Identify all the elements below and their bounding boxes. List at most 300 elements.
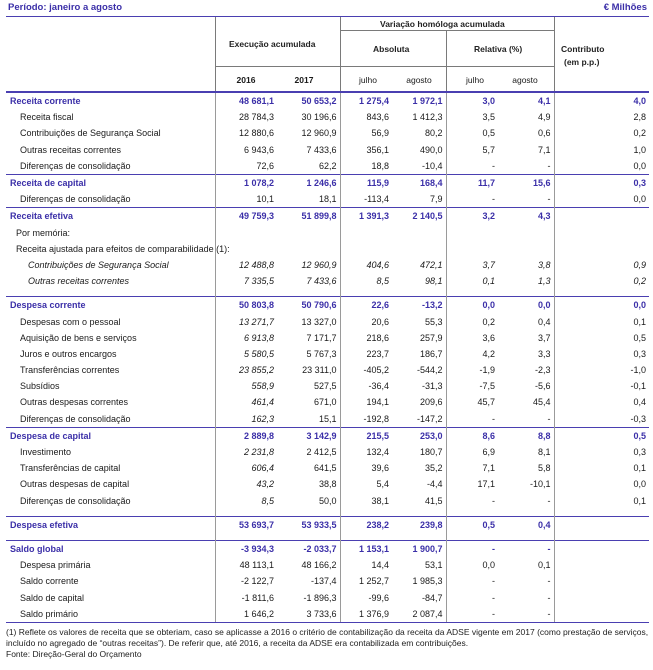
abs-august: 2 140,5 (392, 208, 446, 225)
rel-july: 3,2 (446, 208, 498, 225)
value-2017: 7 171,7 (306, 332, 337, 343)
value-2017: 641,5 (313, 463, 337, 474)
abs-july: -36,4 (340, 378, 392, 394)
value-2017 (277, 241, 340, 257)
value-2017: 671,0 (313, 397, 337, 408)
contribution (554, 225, 649, 241)
table-row (6, 93, 649, 110)
table-row (6, 589, 649, 605)
rel-august: -5,6 (534, 381, 551, 392)
value-2017: 3 142,9 (277, 427, 340, 444)
col-divider (446, 30, 447, 91)
contribution: 0,1 (554, 493, 649, 509)
value-2017: 527,5 (313, 381, 337, 392)
abs-july: 8,5 (340, 273, 392, 289)
row-label: Outras despesas de capital (20, 479, 130, 490)
row-label: Saldo global (6, 540, 215, 557)
abs-august (392, 225, 446, 241)
rel-july: 3,6 (446, 330, 498, 346)
rel-july: 0,0 (446, 557, 498, 573)
rel-august (498, 225, 554, 241)
col-divider (215, 17, 216, 91)
value-2016: 8,5 (215, 493, 277, 509)
table-row (6, 516, 649, 533)
contribution: 0,3 (554, 174, 649, 191)
row-label: Despesa efetiva (6, 516, 215, 533)
abs-july: 215,5 (340, 427, 392, 444)
value-2017: 50,0 (318, 495, 337, 506)
rel-august: - (547, 592, 551, 603)
table-row (6, 109, 649, 125)
contribution: 0,2 (554, 273, 649, 289)
abs-july: -192,8 (340, 411, 392, 428)
year-2017-header: 2017 (294, 75, 314, 85)
value-2016: 1 078,2 (215, 174, 277, 191)
contribution: 0,0 (554, 476, 649, 492)
row-label: Subsídios (20, 381, 60, 392)
value-2016: 12 880,6 (215, 125, 277, 141)
rel-august: 15,6 (498, 174, 554, 191)
abs-july: 20,6 (340, 313, 392, 329)
value-2017: 1 246,6 (277, 174, 340, 191)
abs-august: 55,3 (424, 316, 443, 327)
abs-august: 490,0 (419, 144, 443, 155)
rel-august: 0,4 (498, 516, 554, 533)
abs-august: 98,1 (424, 276, 443, 287)
table-row (6, 476, 649, 492)
rel-july: 3,7 (446, 257, 498, 273)
table-row (6, 225, 649, 241)
abs-july: 39,6 (340, 460, 392, 476)
contribution: 1,0 (554, 142, 649, 158)
period-label: Período: janeiro a agosto (8, 2, 123, 13)
rel-august: 3,3 (537, 348, 551, 359)
contribution: 0,0 (554, 297, 649, 314)
value-2017: 62,2 (318, 160, 337, 171)
rel-august: 8,8 (498, 427, 554, 444)
table-row (6, 313, 649, 329)
contribution: 0,0 (554, 191, 649, 208)
abs-august: 80,2 (424, 128, 443, 139)
abs-july: 18,8 (340, 158, 392, 175)
abs-august (392, 241, 446, 257)
value-2016: 28 784,3 (215, 109, 277, 125)
row-label: Receita de capital (6, 174, 215, 191)
header-rule (340, 66, 554, 67)
col-divider (554, 17, 555, 91)
row-label: Transferências correntes (20, 365, 120, 376)
rel-august: 4,1 (498, 93, 554, 110)
row-label: Despesa corrente (6, 297, 215, 314)
contribution: -1,0 (554, 362, 649, 378)
row-label: Outras despesas correntes (20, 397, 129, 408)
contribution (554, 516, 649, 533)
rel-august: 8,1 (537, 447, 551, 458)
row-label: Investimento (20, 447, 72, 458)
header-rule (340, 30, 554, 31)
abs-august: 257,9 (419, 332, 443, 343)
source-note: Fonte: Direção-Geral do Orçamento (6, 648, 142, 659)
value-2016: 49 759,3 (215, 208, 277, 225)
rel-august: 45,4 (532, 397, 551, 408)
value-2017: 7 433,6 (306, 144, 337, 155)
value-2017: 50 790,6 (277, 297, 340, 314)
value-2016: 461,4 (215, 394, 277, 410)
abs-august: 1 412,3 (412, 112, 443, 123)
rel-august: 1,3 (537, 276, 551, 287)
table-row (6, 208, 649, 225)
value-2016: 50 803,8 (215, 297, 277, 314)
contribution: 0,1 (554, 460, 649, 476)
budget-table-document (6, 2, 649, 660)
abs-august: 53,1 (424, 560, 443, 571)
abs-july: 1 252,7 (340, 573, 392, 589)
rel-july: 0,5 (446, 125, 498, 141)
value-2017: 53 933,5 (277, 516, 340, 533)
rel-july: - (446, 573, 498, 589)
rel-august-header: agosto (512, 75, 538, 85)
rel-july-header: julho (466, 75, 484, 85)
table-row (6, 362, 649, 378)
table-title-bar (6, 2, 649, 17)
table-row (6, 330, 649, 346)
row-label: Saldo de capital (20, 592, 85, 603)
table-row (6, 174, 649, 191)
abs-july: 223,7 (340, 346, 392, 362)
abs-august: 253,0 (392, 427, 446, 444)
rel-august: 0,6 (537, 128, 551, 139)
value-2016: 43,2 (215, 476, 277, 492)
abs-july: 404,6 (340, 257, 392, 273)
contribution: 0,2 (554, 125, 649, 141)
abs-july: 115,9 (340, 174, 392, 191)
contribution: 0,3 (554, 346, 649, 362)
abs-header: Absoluta (373, 44, 410, 54)
abs-july: 132,4 (340, 444, 392, 460)
abs-july: 1 275,4 (340, 93, 392, 110)
value-2017: 15,1 (318, 413, 337, 424)
abs-july: 1 391,3 (340, 208, 392, 225)
var-header: Variação homóloga acumulada (380, 19, 505, 29)
contribution: 0,3 (554, 444, 649, 460)
rel-july: 8,6 (446, 427, 498, 444)
abs-august: -84,7 (421, 592, 443, 603)
rel-august: 3,7 (537, 332, 551, 343)
contribution: 0,0 (554, 158, 649, 175)
row-label: Diferenças de consolidação (20, 194, 131, 205)
rel-august: - (498, 606, 554, 623)
table-row (6, 378, 649, 394)
table-row (6, 257, 649, 273)
rel-july: - (446, 158, 498, 175)
table-row (6, 142, 649, 158)
rel-header: Relativa (%) (474, 44, 523, 54)
row-label: Despesa de capital (6, 427, 215, 444)
row-label: Despesa primária (20, 560, 91, 571)
row-label: Transferências de capital (20, 463, 121, 474)
rel-july: - (446, 540, 498, 557)
rel-july: -7,5 (446, 378, 498, 394)
rel-august: 7,1 (537, 144, 551, 155)
contribution: -0,3 (554, 411, 649, 428)
abs-august: -31,3 (421, 381, 443, 392)
table-footer (6, 627, 649, 660)
rel-august: 0,0 (498, 297, 554, 314)
row-label: Juros e outros encargos (20, 348, 117, 359)
rel-july: - (446, 191, 498, 208)
col-divider (340, 17, 341, 91)
footnote: (1) Reflete os valores de receita que se obteriam, caso se aplicasse a 2016 o critério de contabilização da receita da ADSE vigente em 2017 (como prestação de serviços, incluído no agregado de “outras receitas”). De referir que, até 2016, a receita da ADSE era contabilizada em contribuições. (6, 626, 649, 648)
contribution: 0,4 (554, 394, 649, 410)
rel-august: 0,1 (537, 560, 551, 571)
table-row (6, 125, 649, 141)
abs-july: 38,1 (340, 493, 392, 509)
rel-july: 45,7 (446, 394, 498, 410)
table-row (6, 444, 649, 460)
abs-july: 218,6 (340, 330, 392, 346)
abs-august: 1 972,1 (392, 93, 446, 110)
budget-data-table (6, 92, 649, 623)
value-2017: -2 033,7 (277, 540, 340, 557)
abs-august: -544,2 (416, 365, 443, 376)
table-row (6, 540, 649, 557)
abs-august: 239,8 (392, 516, 446, 533)
abs-july: 843,6 (340, 109, 392, 125)
table-row (6, 493, 649, 509)
row-label: Receita corrente (6, 93, 215, 110)
rel-july: 5,7 (446, 142, 498, 158)
value-2016: 606,4 (215, 460, 277, 476)
abs-august: -4,4 (426, 479, 443, 490)
abs-august: 209,6 (419, 397, 443, 408)
row-label: Outras receitas correntes (20, 144, 122, 155)
value-2016: 12 488,8 (215, 257, 277, 273)
rel-july: 6,9 (446, 444, 498, 460)
table-row (6, 346, 649, 362)
rel-july: - (446, 493, 498, 509)
abs-july (340, 225, 392, 241)
rel-july: -1,9 (446, 362, 498, 378)
contribution: 4,0 (554, 93, 649, 110)
table-row (6, 273, 649, 289)
value-2016: -3 934,3 (215, 540, 277, 557)
rel-july: 17,1 (446, 476, 498, 492)
table-row (6, 411, 649, 428)
abs-july: 194,1 (340, 394, 392, 410)
abs-august-header: agosto (406, 75, 432, 85)
abs-july: -99,6 (340, 589, 392, 605)
value-2017: 30 196,6 (301, 112, 337, 123)
year-2016-header: 2016 (236, 75, 256, 85)
value-2016 (215, 225, 277, 241)
abs-july: -113,4 (340, 191, 392, 208)
row-spacer (6, 533, 649, 541)
value-2017: -137,4 (310, 576, 337, 587)
row-label: Receita efetiva (6, 208, 215, 225)
row-label: Por memória: (16, 227, 71, 238)
rel-july (446, 241, 498, 257)
abs-july: 5,4 (340, 476, 392, 492)
rel-july: - (446, 589, 498, 605)
contrib-sub-header: (em p.p.) (564, 57, 600, 67)
rel-july (446, 225, 498, 241)
row-label: Diferenças de consolidação (20, 160, 131, 171)
abs-july: 1 376,9 (340, 606, 392, 623)
rel-august: - (547, 576, 551, 587)
rel-august: 4,9 (537, 112, 551, 123)
abs-july: 56,9 (340, 125, 392, 141)
value-2017 (277, 225, 340, 241)
value-2017: 23 311,0 (302, 365, 337, 376)
row-label: Contribuições de Segurança Social (28, 259, 169, 270)
value-2016: 558,9 (215, 378, 277, 394)
value-2017: 51 899,8 (277, 208, 340, 225)
value-2016: 1 646,2 (215, 606, 277, 623)
value-2016: 23 855,2 (215, 362, 277, 378)
value-2017: 13 327,0 (301, 316, 337, 327)
row-spacer (6, 509, 649, 517)
rel-july: 3,5 (446, 109, 498, 125)
value-2016: 5 580,5 (215, 346, 277, 362)
value-2016: 13 271,7 (215, 313, 277, 329)
abs-august: 1 985,3 (412, 576, 443, 587)
value-2017: 5 767,3 (306, 348, 337, 359)
abs-july: 22,6 (340, 297, 392, 314)
contribution (554, 606, 649, 623)
row-label: Diferenças de consolidação (20, 495, 131, 506)
row-label: Aquisição de bens e serviços (20, 332, 137, 343)
abs-july: -405,2 (340, 362, 392, 378)
value-2017: 18,1 (318, 194, 337, 205)
table-row (6, 297, 649, 314)
value-2017: 7 433,6 (306, 276, 337, 287)
contribution: -0,1 (554, 378, 649, 394)
row-label: Saldo primário (6, 606, 215, 623)
abs-july-header: julho (359, 75, 377, 85)
value-2017: 12 960,9 (301, 128, 337, 139)
abs-august: 41,5 (424, 495, 443, 506)
value-2017: 3 733,6 (277, 606, 340, 623)
rel-august: 0,4 (537, 316, 551, 327)
table-row (6, 241, 649, 257)
table-row (6, 573, 649, 589)
row-label: Receita fiscal (20, 112, 74, 123)
rel-august: 3,8 (537, 259, 551, 270)
rel-july: 0,2 (446, 313, 498, 329)
rel-august: -2,3 (534, 365, 551, 376)
table-row (6, 606, 649, 623)
abs-august: 180,7 (419, 447, 443, 458)
value-2016: 162,3 (215, 411, 277, 428)
rel-july: - (446, 411, 498, 428)
contribution (554, 589, 649, 605)
contribution: 0,1 (554, 313, 649, 329)
row-label: Outras receitas correntes (28, 276, 130, 287)
table-row (6, 557, 649, 573)
contribution: 0,5 (554, 427, 649, 444)
rel-july: 0,1 (446, 273, 498, 289)
rel-july: 0,5 (446, 516, 498, 533)
contribution: 0,5 (554, 330, 649, 346)
rel-august: 4,3 (498, 208, 554, 225)
rel-july: 0,0 (446, 297, 498, 314)
abs-august: 2 087,4 (392, 606, 446, 623)
table-row (6, 427, 649, 444)
contribution (554, 241, 649, 257)
abs-august: 168,4 (392, 174, 446, 191)
contribution (554, 208, 649, 225)
contribution: 2,8 (554, 109, 649, 125)
contribution (554, 540, 649, 557)
value-2017: 2 412,5 (306, 447, 337, 458)
abs-august: 35,2 (424, 463, 443, 474)
rel-august (498, 241, 554, 257)
abs-august: 472,1 (419, 259, 443, 270)
value-2016: 48 681,1 (215, 93, 277, 110)
rel-july: - (446, 606, 498, 623)
rel-july: 11,7 (446, 174, 498, 191)
value-2016: 6 913,8 (215, 330, 277, 346)
table-row (6, 460, 649, 476)
value-2016: 2 889,8 (215, 427, 277, 444)
row-label: Diferenças de consolidação (20, 413, 131, 424)
abs-july: 14,4 (340, 557, 392, 573)
row-label: Saldo corrente (20, 576, 79, 587)
value-2016: 10,1 (215, 191, 277, 208)
value-2016: 48 113,1 (215, 557, 277, 573)
row-label: Receita ajustada para efeitos de comparabilidade (1): (16, 243, 230, 254)
value-2016: -2 122,7 (215, 573, 277, 589)
row-label: Contribuições de Segurança Social (20, 128, 161, 139)
row-label: Despesas com o pessoal (20, 316, 121, 327)
abs-august: -10,4 (421, 160, 443, 171)
value-2016: 7 335,5 (215, 273, 277, 289)
exec-header: Execução acumulada (229, 39, 316, 49)
value-2016: 6 943,6 (215, 142, 277, 158)
header-rule (215, 66, 340, 67)
abs-august: 1 900,7 (392, 540, 446, 557)
rel-august: - (547, 160, 551, 171)
rel-august: -10,1 (529, 479, 551, 490)
value-2017: 48 166,2 (301, 560, 337, 571)
value-2017: 38,8 (318, 479, 337, 490)
table-row (6, 191, 649, 208)
rel-august: - (547, 495, 551, 506)
value-2016: 2 231,8 (215, 444, 277, 460)
value-2016: 72,6 (215, 158, 277, 175)
rel-august: - (547, 413, 551, 424)
abs-august: 7,9 (429, 194, 443, 205)
units-label: € Milhões (603, 2, 647, 13)
value-2017: 50 653,2 (277, 93, 340, 110)
abs-july (340, 241, 392, 257)
abs-july: 238,2 (340, 516, 392, 533)
rel-july: 4,2 (446, 346, 498, 362)
value-2017: 12 960,9 (301, 259, 337, 270)
rel-august: 5,8 (537, 463, 551, 474)
column-header (6, 17, 649, 92)
abs-july: 356,1 (340, 142, 392, 158)
abs-august: -13,2 (392, 297, 446, 314)
rel-august: - (547, 194, 551, 205)
rel-august: - (498, 540, 554, 557)
value-2017: -1 896,3 (303, 592, 337, 603)
rel-july: 3,0 (446, 93, 498, 110)
abs-august: -147,2 (416, 413, 443, 424)
contribution (554, 573, 649, 589)
rel-july: 7,1 (446, 460, 498, 476)
contribution (554, 557, 649, 573)
